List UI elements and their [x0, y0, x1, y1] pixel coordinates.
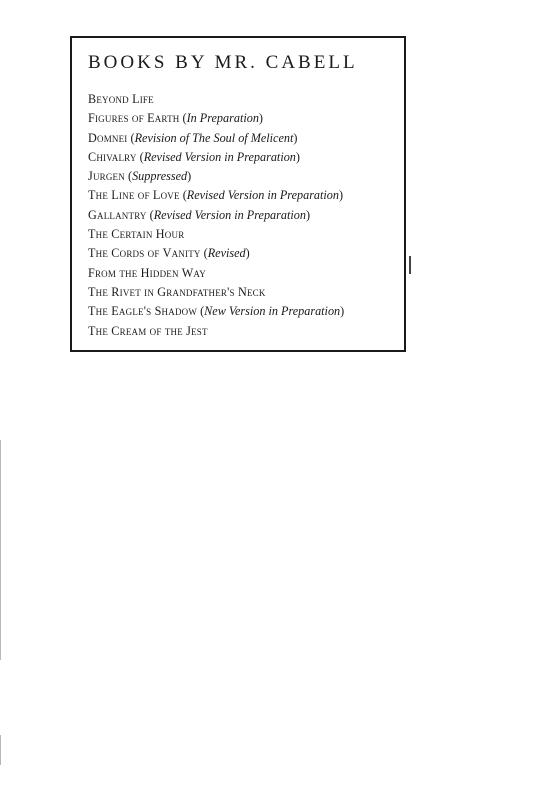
book-title: The Rivet in Grandfather's Neck [88, 284, 266, 299]
page-speck [409, 256, 411, 274]
book-title: The Line of Love [88, 188, 180, 203]
page-edge-mark [0, 440, 1, 660]
book-note: Revised Version in Preparation [153, 207, 306, 222]
book-title: The Certain Hour [88, 227, 185, 242]
book-note: Revised [207, 246, 246, 261]
book-entry [88, 225, 404, 244]
book-note: Revision of The Soul of Melicent [134, 130, 294, 145]
page-edge-mark [0, 735, 1, 765]
book-entry: Gallantry (Revised Version in Preparation) [88, 207, 310, 222]
book-entry: The Cords of Vanity (Revised) [88, 246, 250, 261]
book-title: The Eagle's Shadow [88, 304, 198, 319]
book-entry: Figures of Earth (In Preparation) [88, 111, 263, 126]
book-entry: Jurgen (Suppressed) [88, 169, 192, 184]
book-note: Revised Version in Preparation [143, 149, 296, 164]
book-entry: The Eagle's Shadow (New Version in Preparation) [88, 304, 345, 319]
book-entry: Domnei (Revision of The Soul of Melicent) [88, 130, 298, 145]
book-title: The Cream of the Jest [88, 323, 208, 338]
book-note: New Version in Preparation [204, 304, 341, 319]
book-list [88, 90, 404, 341]
book-entry [88, 264, 404, 283]
book-entry [88, 90, 404, 109]
book-note: In Preparation [186, 111, 259, 126]
book-title: Gallantry [88, 207, 147, 222]
book-entry: The Line of Love (Revised Version in Preparation) [88, 188, 344, 203]
list-heading: BOOKS BY MR. CABELL [88, 52, 358, 73]
book-list-frame [70, 36, 406, 352]
book-entry: Chivalry (Revised Version in Preparation) [88, 149, 300, 164]
book-title: Chivalry [88, 149, 137, 164]
book-title: The Cords of Vanity [88, 246, 201, 261]
book-title: Domnei [88, 130, 128, 145]
book-note: Suppressed [132, 169, 188, 184]
book-title: Beyond Life [88, 92, 154, 106]
book-note: Revised Version in Preparation [186, 188, 339, 203]
book-title: Figures of Earth [88, 111, 180, 126]
book-title: Jurgen [88, 169, 125, 184]
book-title: From the Hidden Way [88, 265, 206, 280]
book-entry [88, 322, 404, 341]
book-entry [88, 283, 404, 302]
